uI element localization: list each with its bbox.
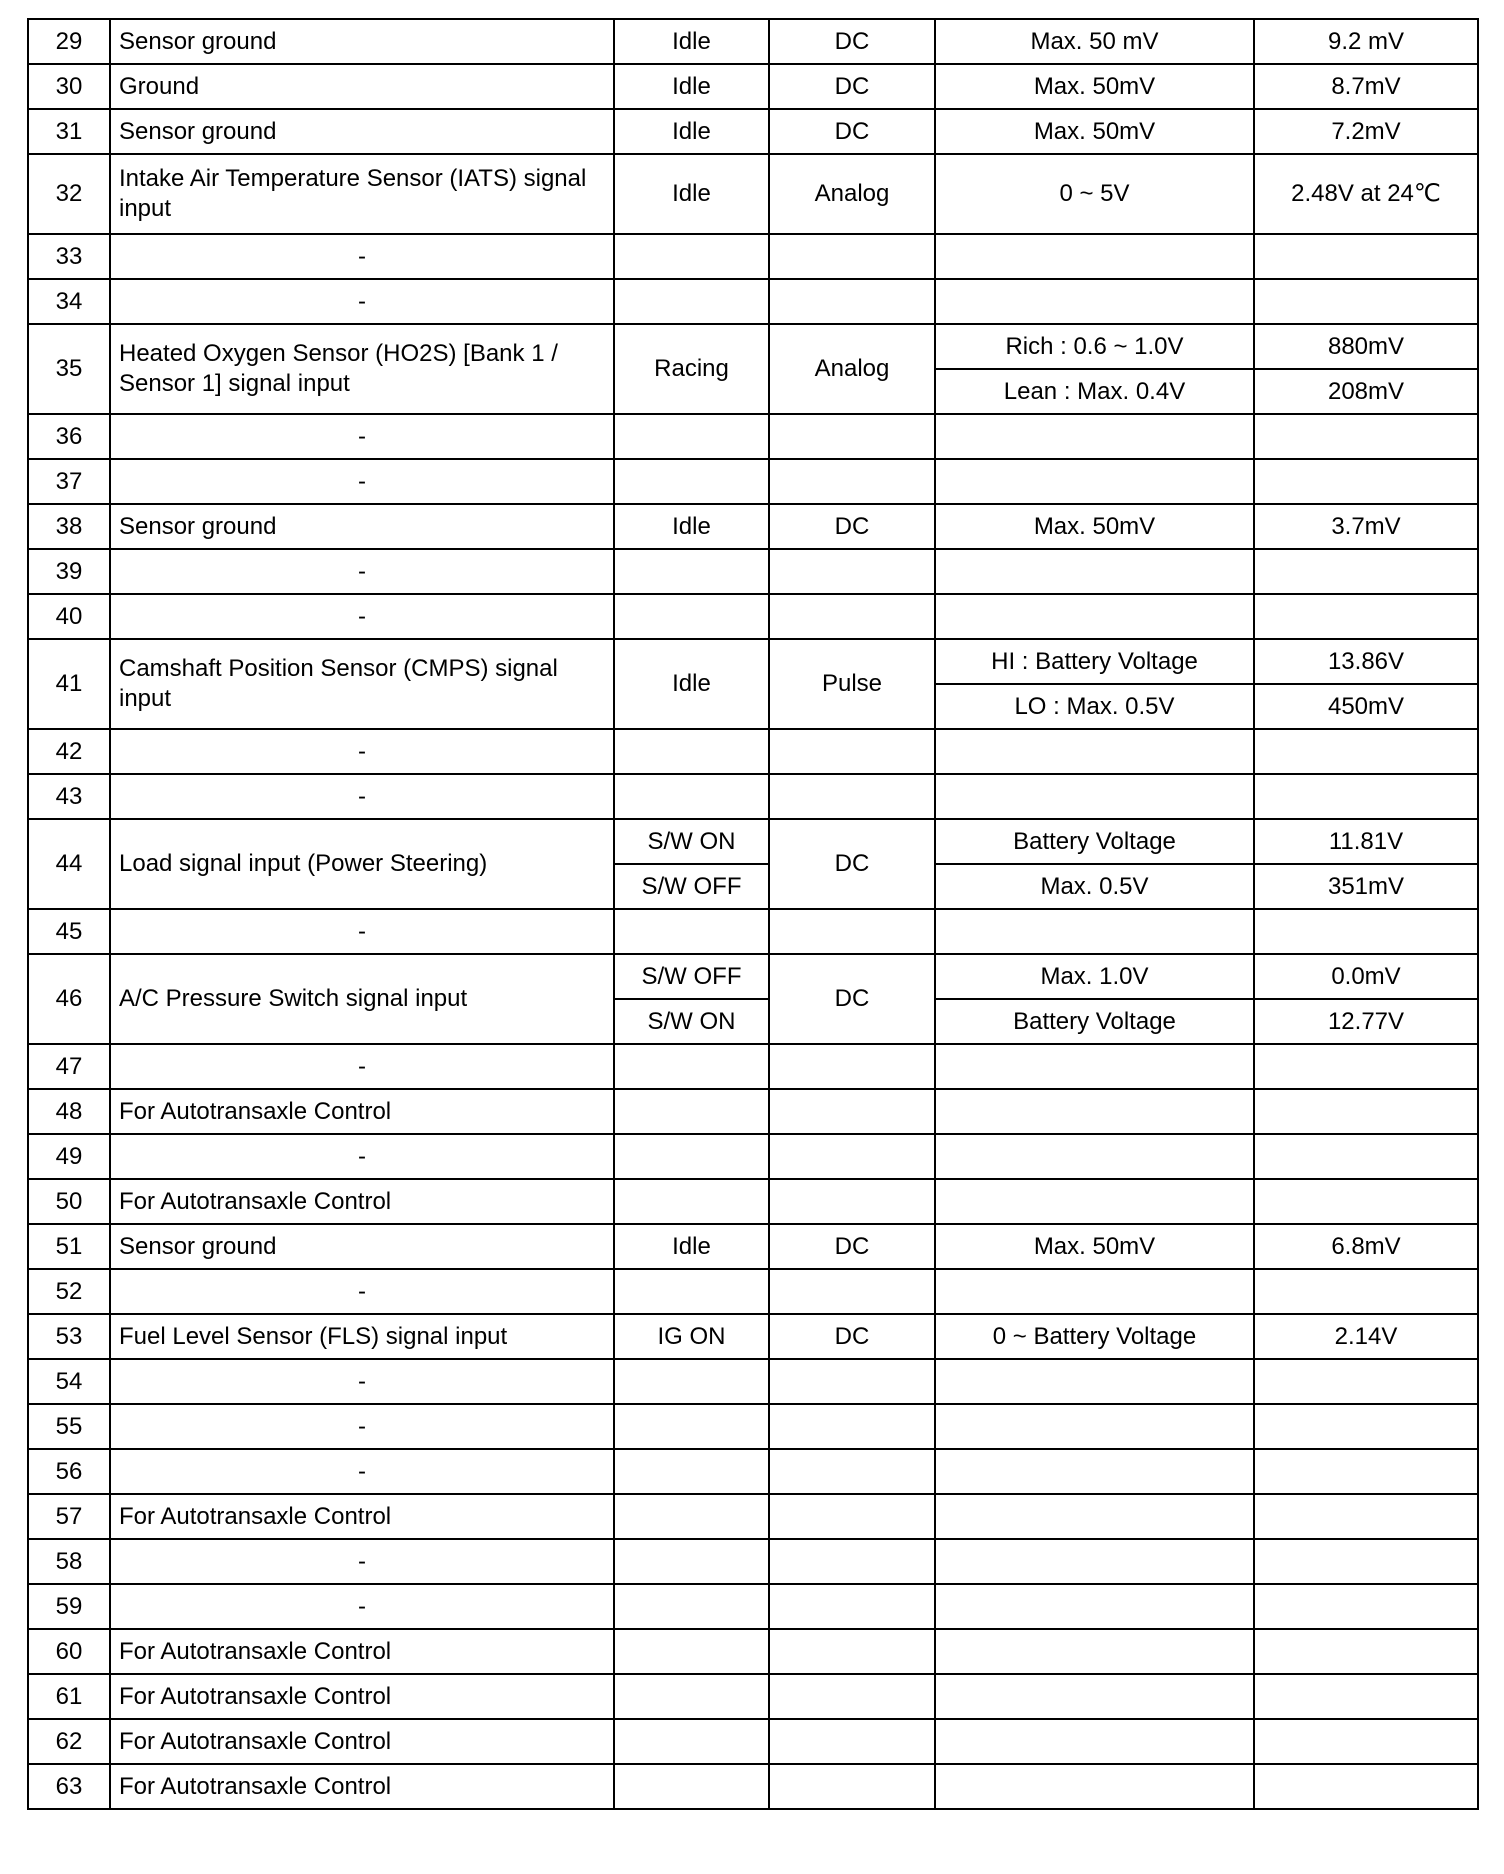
- pin-number: 60: [28, 1629, 110, 1674]
- pin-description: For Autotransaxle Control: [110, 1629, 614, 1674]
- pin-number: 56: [28, 1449, 110, 1494]
- pin-description: A/C Pressure Switch signal input: [110, 954, 614, 1044]
- table-row: [28, 1674, 1478, 1719]
- signal-type: Pulse: [769, 639, 935, 729]
- table-row: [28, 639, 1478, 684]
- empty-cell: [1254, 234, 1478, 279]
- pin-number: 51: [28, 1224, 110, 1269]
- table-row: [28, 774, 1478, 819]
- spec: Max. 0.5V: [935, 864, 1254, 909]
- empty-cell: [935, 549, 1254, 594]
- spec: Battery Voltage: [935, 999, 1254, 1044]
- empty-cell: [769, 594, 935, 639]
- table-row: [28, 954, 1478, 999]
- pin-number: 32: [28, 154, 110, 234]
- pin-number: 39: [28, 549, 110, 594]
- pin-number: 45: [28, 909, 110, 954]
- spec: Max. 50mV: [935, 1224, 1254, 1269]
- empty-cell: [1254, 774, 1478, 819]
- empty-cell: [935, 1719, 1254, 1764]
- empty-cell: [935, 909, 1254, 954]
- condition: Idle: [614, 109, 769, 154]
- empty-cell: [769, 414, 935, 459]
- empty-cell: [1254, 594, 1478, 639]
- empty-cell: [769, 1629, 935, 1674]
- empty-cell: [614, 414, 769, 459]
- pin-number: 50: [28, 1179, 110, 1224]
- empty-cell: [1254, 1764, 1478, 1809]
- table-row: [28, 1044, 1478, 1089]
- table-row: [28, 1584, 1478, 1629]
- table-row: [28, 729, 1478, 774]
- spec: LO : Max. 0.5V: [935, 684, 1254, 729]
- empty-cell: [769, 1719, 935, 1764]
- spec: 0 ~ 5V: [935, 154, 1254, 234]
- pin-number: 34: [28, 279, 110, 324]
- table-row: [28, 1359, 1478, 1404]
- empty-cell: [614, 1494, 769, 1539]
- spec: HI : Battery Voltage: [935, 639, 1254, 684]
- empty-cell: [614, 1179, 769, 1224]
- table-row: [28, 819, 1478, 864]
- table-row: [28, 1269, 1478, 1314]
- empty-cell: [935, 1674, 1254, 1719]
- pin-description: -: [110, 549, 614, 594]
- pin-number: 59: [28, 1584, 110, 1629]
- empty-cell: [935, 1764, 1254, 1809]
- measured-value: 6.8mV: [1254, 1224, 1478, 1269]
- pin-description: For Autotransaxle Control: [110, 1494, 614, 1539]
- pin-number: 31: [28, 109, 110, 154]
- empty-cell: [935, 1089, 1254, 1134]
- empty-cell: [935, 1449, 1254, 1494]
- empty-cell: [614, 729, 769, 774]
- spec: Rich : 0.6 ~ 1.0V: [935, 324, 1254, 369]
- empty-cell: [769, 1764, 935, 1809]
- empty-cell: [1254, 1179, 1478, 1224]
- table-row: [28, 459, 1478, 504]
- pin-description: -: [110, 1539, 614, 1584]
- empty-cell: [614, 1359, 769, 1404]
- measured-value: 7.2mV: [1254, 109, 1478, 154]
- empty-cell: [614, 1764, 769, 1809]
- empty-cell: [1254, 1449, 1478, 1494]
- empty-cell: [769, 1494, 935, 1539]
- empty-cell: [1254, 549, 1478, 594]
- pin-number: 44: [28, 819, 110, 909]
- empty-cell: [769, 774, 935, 819]
- pin-number: 30: [28, 64, 110, 109]
- empty-cell: [935, 774, 1254, 819]
- signal-type: DC: [769, 954, 935, 1044]
- pin-description: -: [110, 414, 614, 459]
- empty-cell: [1254, 414, 1478, 459]
- pin-number: 62: [28, 1719, 110, 1764]
- condition: S/W ON: [614, 999, 769, 1044]
- condition: IG ON: [614, 1314, 769, 1359]
- spec: Max. 1.0V: [935, 954, 1254, 999]
- pin-description: -: [110, 1359, 614, 1404]
- empty-cell: [935, 729, 1254, 774]
- empty-cell: [935, 1269, 1254, 1314]
- pin-number: 29: [28, 19, 110, 64]
- empty-cell: [1254, 1269, 1478, 1314]
- empty-cell: [769, 1044, 935, 1089]
- condition: S/W ON: [614, 819, 769, 864]
- pin-number: 47: [28, 1044, 110, 1089]
- pin-description: -: [110, 279, 614, 324]
- empty-cell: [1254, 1134, 1478, 1179]
- pin-number: 35: [28, 324, 110, 414]
- signal-type: DC: [769, 1224, 935, 1269]
- pin-number: 41: [28, 639, 110, 729]
- empty-cell: [769, 1089, 935, 1134]
- pin-description: -: [110, 1449, 614, 1494]
- table-row: [28, 1764, 1478, 1809]
- empty-cell: [1254, 1584, 1478, 1629]
- condition: Idle: [614, 64, 769, 109]
- empty-cell: [1254, 1629, 1478, 1674]
- signal-type: Analog: [769, 324, 935, 414]
- empty-cell: [614, 1629, 769, 1674]
- pin-description: -: [110, 729, 614, 774]
- empty-cell: [614, 1044, 769, 1089]
- empty-cell: [614, 774, 769, 819]
- table-row: [28, 154, 1478, 234]
- empty-cell: [935, 1584, 1254, 1629]
- empty-cell: [614, 1269, 769, 1314]
- pin-description: Sensor ground: [110, 1224, 614, 1269]
- spec: Max. 50 mV: [935, 19, 1254, 64]
- empty-cell: [614, 1584, 769, 1629]
- empty-cell: [935, 594, 1254, 639]
- condition: Idle: [614, 154, 769, 234]
- condition: Idle: [614, 19, 769, 64]
- pin-description: -: [110, 459, 614, 504]
- empty-cell: [935, 1359, 1254, 1404]
- measured-value: 8.7mV: [1254, 64, 1478, 109]
- table-row: [28, 1404, 1478, 1449]
- empty-cell: [614, 1134, 769, 1179]
- pin-description: For Autotransaxle Control: [110, 1674, 614, 1719]
- empty-cell: [614, 1404, 769, 1449]
- signal-type: DC: [769, 504, 935, 549]
- table-row: [28, 1629, 1478, 1674]
- empty-cell: [769, 1359, 935, 1404]
- empty-cell: [935, 1629, 1254, 1674]
- pin-description: Sensor ground: [110, 109, 614, 154]
- empty-cell: [614, 1089, 769, 1134]
- measured-value: 11.81V: [1254, 819, 1478, 864]
- table-row: [28, 234, 1478, 279]
- empty-cell: [1254, 1494, 1478, 1539]
- pin-number: 40: [28, 594, 110, 639]
- empty-cell: [935, 234, 1254, 279]
- empty-cell: [1254, 1674, 1478, 1719]
- pin-number: 33: [28, 234, 110, 279]
- empty-cell: [935, 1134, 1254, 1179]
- pin-description: -: [110, 1134, 614, 1179]
- pin-number: 36: [28, 414, 110, 459]
- empty-cell: [935, 1539, 1254, 1584]
- pin-number: 38: [28, 504, 110, 549]
- empty-cell: [769, 1269, 935, 1314]
- table-row: [28, 504, 1478, 549]
- pin-number: 55: [28, 1404, 110, 1449]
- pin-description: Sensor ground: [110, 504, 614, 549]
- measured-value: 351mV: [1254, 864, 1478, 909]
- pin-number: 46: [28, 954, 110, 1044]
- empty-cell: [769, 1179, 935, 1224]
- table-row: [28, 109, 1478, 154]
- signal-type: DC: [769, 1314, 935, 1359]
- table-row: [28, 1134, 1478, 1179]
- pin-number: 57: [28, 1494, 110, 1539]
- spec: Max. 50mV: [935, 109, 1254, 154]
- spec: Battery Voltage: [935, 819, 1254, 864]
- pin-description: Camshaft Position Sensor (CMPS) signal input: [110, 639, 614, 729]
- table-row: [28, 1449, 1478, 1494]
- pin-description: -: [110, 1404, 614, 1449]
- empty-cell: [935, 1404, 1254, 1449]
- empty-cell: [769, 1584, 935, 1629]
- condition: Idle: [614, 1224, 769, 1269]
- pin-description: -: [110, 1269, 614, 1314]
- pin-number: 37: [28, 459, 110, 504]
- table-row: [28, 909, 1478, 954]
- empty-cell: [614, 909, 769, 954]
- signal-type: DC: [769, 19, 935, 64]
- empty-cell: [1254, 459, 1478, 504]
- spec: Max. 50mV: [935, 504, 1254, 549]
- table-row: [28, 1719, 1478, 1764]
- empty-cell: [935, 459, 1254, 504]
- measured-value: 3.7mV: [1254, 504, 1478, 549]
- measured-value: 880mV: [1254, 324, 1478, 369]
- pin-description: Ground: [110, 64, 614, 109]
- empty-cell: [935, 414, 1254, 459]
- pin-description: For Autotransaxle Control: [110, 1719, 614, 1764]
- condition: S/W OFF: [614, 954, 769, 999]
- empty-cell: [1254, 1404, 1478, 1449]
- signal-type: Analog: [769, 154, 935, 234]
- empty-cell: [1254, 1044, 1478, 1089]
- table-row: [28, 1314, 1478, 1359]
- table-row: [28, 1539, 1478, 1584]
- spec: Max. 50mV: [935, 64, 1254, 109]
- empty-cell: [614, 459, 769, 504]
- table-row: [28, 1224, 1478, 1269]
- measured-value: 13.86V: [1254, 639, 1478, 684]
- empty-cell: [935, 279, 1254, 324]
- table-row: [28, 414, 1478, 459]
- empty-cell: [935, 1179, 1254, 1224]
- pin-number: 61: [28, 1674, 110, 1719]
- condition: S/W OFF: [614, 864, 769, 909]
- pin-description: Sensor ground: [110, 19, 614, 64]
- table-row: [28, 1089, 1478, 1134]
- empty-cell: [769, 1449, 935, 1494]
- empty-cell: [614, 234, 769, 279]
- empty-cell: [769, 909, 935, 954]
- table-row: [28, 279, 1478, 324]
- measured-value: 450mV: [1254, 684, 1478, 729]
- empty-cell: [1254, 1719, 1478, 1764]
- pin-number: 63: [28, 1764, 110, 1809]
- pin-description: For Autotransaxle Control: [110, 1089, 614, 1134]
- empty-cell: [1254, 729, 1478, 774]
- empty-cell: [614, 1449, 769, 1494]
- measured-value: 208mV: [1254, 369, 1478, 414]
- condition: Idle: [614, 504, 769, 549]
- pin-description: For Autotransaxle Control: [110, 1764, 614, 1809]
- empty-cell: [769, 729, 935, 774]
- empty-cell: [769, 1539, 935, 1584]
- pin-description: -: [110, 234, 614, 279]
- empty-cell: [769, 1134, 935, 1179]
- empty-cell: [1254, 1359, 1478, 1404]
- pin-number: 42: [28, 729, 110, 774]
- empty-cell: [1254, 279, 1478, 324]
- table-row: [28, 549, 1478, 594]
- pin-number: 52: [28, 1269, 110, 1314]
- empty-cell: [614, 1539, 769, 1584]
- pin-description: -: [110, 774, 614, 819]
- empty-cell: [614, 279, 769, 324]
- measured-value: 9.2 mV: [1254, 19, 1478, 64]
- pin-number: 53: [28, 1314, 110, 1359]
- table-row: [28, 19, 1478, 64]
- spec: Lean : Max. 0.4V: [935, 369, 1254, 414]
- pin-description: -: [110, 594, 614, 639]
- empty-cell: [1254, 1089, 1478, 1134]
- empty-cell: [1254, 909, 1478, 954]
- pin-description: Intake Air Temperature Sensor (IATS) signal input: [110, 154, 614, 234]
- measured-value: 0.0mV: [1254, 954, 1478, 999]
- empty-cell: [769, 279, 935, 324]
- pin-description: For Autotransaxle Control: [110, 1179, 614, 1224]
- empty-cell: [769, 234, 935, 279]
- empty-cell: [935, 1044, 1254, 1089]
- table-row: [28, 64, 1478, 109]
- table-row: [28, 1179, 1478, 1224]
- table-row: [28, 1494, 1478, 1539]
- condition: Idle: [614, 639, 769, 729]
- pin-number: 43: [28, 774, 110, 819]
- pin-number: 48: [28, 1089, 110, 1134]
- empty-cell: [935, 1494, 1254, 1539]
- table-row: [28, 594, 1478, 639]
- empty-cell: [614, 1719, 769, 1764]
- measured-value: 12.77V: [1254, 999, 1478, 1044]
- pin-description: Heated Oxygen Sensor (HO2S) [Bank 1 / Sensor 1] signal input: [110, 324, 614, 414]
- pin-description: Fuel Level Sensor (FLS) signal input: [110, 1314, 614, 1359]
- spec: 0 ~ Battery Voltage: [935, 1314, 1254, 1359]
- measured-value: 2.14V: [1254, 1314, 1478, 1359]
- ecm-pin-table: [27, 18, 1479, 1810]
- condition: Racing: [614, 324, 769, 414]
- pin-description: -: [110, 1044, 614, 1089]
- empty-cell: [769, 459, 935, 504]
- pin-number: 49: [28, 1134, 110, 1179]
- pin-description: -: [110, 1584, 614, 1629]
- signal-type: DC: [769, 819, 935, 909]
- empty-cell: [769, 549, 935, 594]
- empty-cell: [614, 594, 769, 639]
- empty-cell: [614, 1674, 769, 1719]
- pin-description: -: [110, 909, 614, 954]
- measured-value: 2.48V at 24℃: [1254, 154, 1478, 234]
- empty-cell: [1254, 1539, 1478, 1584]
- table-row: [28, 324, 1478, 369]
- signal-type: DC: [769, 64, 935, 109]
- empty-cell: [614, 549, 769, 594]
- signal-type: DC: [769, 109, 935, 154]
- empty-cell: [769, 1404, 935, 1449]
- pin-number: 58: [28, 1539, 110, 1584]
- empty-cell: [769, 1674, 935, 1719]
- pin-number: 54: [28, 1359, 110, 1404]
- pin-description: Load signal input (Power Steering): [110, 819, 614, 909]
